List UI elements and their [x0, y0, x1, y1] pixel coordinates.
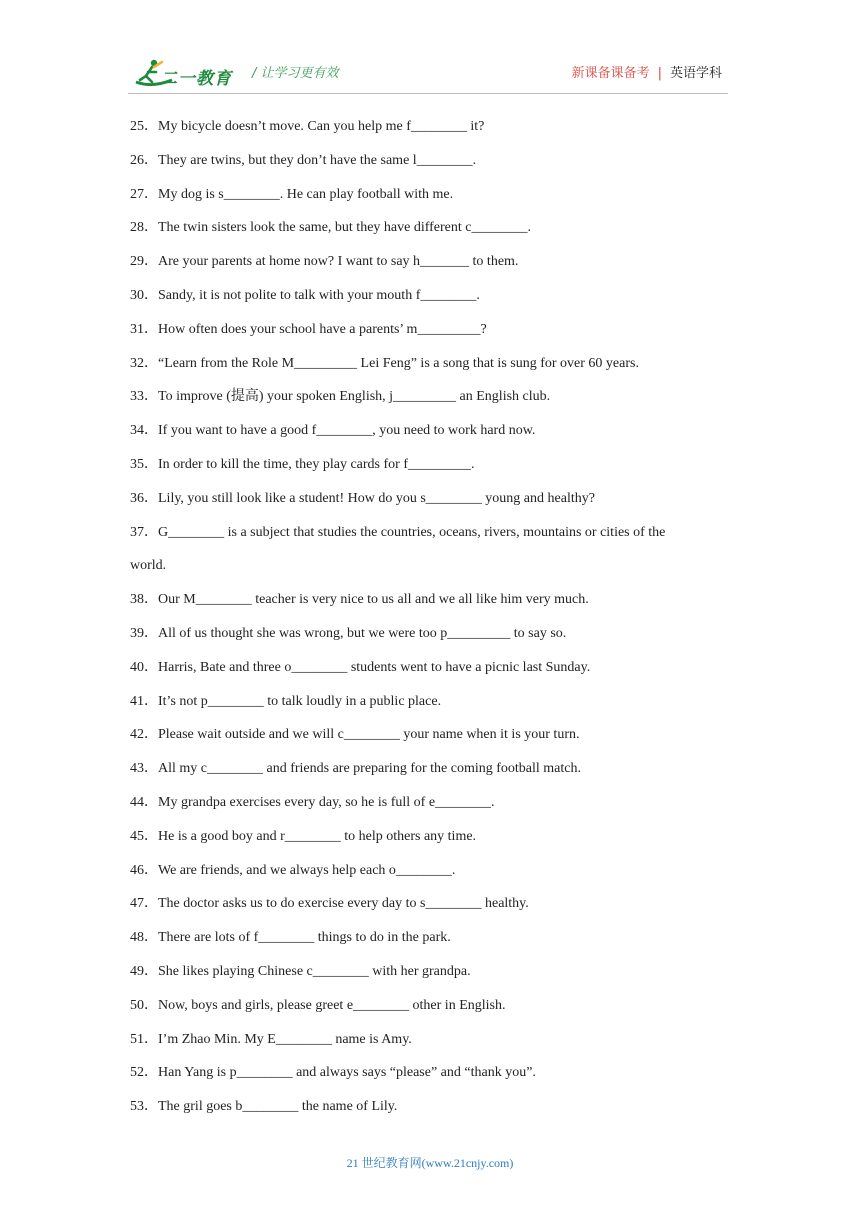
question-item: 29．Are your parents at home now? I want to say h_______ to them.: [130, 254, 519, 270]
question-item: 31．How often does your school have a parents’ m_________?: [130, 321, 487, 337]
question-item: 53．The gril goes b________ the name of Lily.: [130, 1099, 398, 1115]
logo-text: 二一教育: [160, 69, 232, 89]
question-item: 43．All my c________ and friends are preparing for the coming football match.: [130, 761, 581, 777]
question-item: 52．Han Yang is p________ and always says “please” and “thank you”.: [130, 1065, 536, 1081]
question-item: 48．There are lots of f________ things to do in the park.: [130, 930, 451, 946]
question-item: 25．My bicycle doesn’t move. Can you help me f________ it?: [130, 119, 485, 134]
question-item: 46．We are friends, and we always help each o________.: [130, 862, 456, 878]
question-item: 26．They are twins, but they don’t have the same l________.: [130, 152, 477, 168]
header-subject: 英语学科: [669, 66, 722, 81]
question-item: 50．Now, boys and girls, please greet e________ other in English.: [130, 997, 506, 1013]
question-item: 35．In order to kill the time, they play cards for f_________.: [130, 456, 475, 472]
question-item: 51．I’m Zhao Min. My E________ name is Amy.: [130, 1031, 412, 1047]
header-tag-course: 新课备课备考: [571, 66, 650, 81]
question-list: [130, 110, 730, 1124]
question-item-continuation: world.: [130, 558, 167, 574]
header-separator: |: [657, 66, 662, 81]
question-item: 40．Harris, Bate and three o________ students went to have a picnic last Sunday.: [130, 659, 591, 675]
question-item: 34．If you want to have a good f________, you need to work hard now.: [130, 423, 536, 439]
question-item: 33．To improve (提高) your spoken English, j_________ an English club.: [130, 389, 551, 405]
question-item: 39．All of us thought she was wrong, but we were too p_________ to say so.: [130, 625, 567, 641]
slogan: / 让学习更有效: [252, 66, 339, 81]
question-item: 41．It’s not p________ to talk loudly in a public place.: [130, 693, 442, 709]
page-footer: 21 世纪教育网(www.21cnjy.com): [346, 1156, 514, 1170]
question-item: 37．G________ is a subject that studies the countries, oceans, rivers, mountains or cities of the: [130, 524, 666, 540]
question-item: 49．She likes playing Chinese c________ with her grandpa.: [130, 963, 471, 979]
header-right: [572, 62, 722, 81]
question-item: 32．“Learn from the Role M_________ Lei Feng” is a song that is sung for over 60 years.: [130, 355, 639, 371]
page-header: [0, 0, 860, 100]
question-item: 45．He is a good boy and r________ to help others any time.: [130, 828, 477, 844]
question-item: 42．Please wait outside and we will c________ your name when it is your turn.: [130, 727, 580, 743]
header-divider: [128, 93, 728, 94]
question-item: 44．My grandpa exercises every day, so he is full of e________.: [130, 794, 495, 810]
question-item: 38．Our M________ teacher is very nice to us all and we all like him very much.: [130, 592, 589, 608]
question-item: 28．The twin sisters look the same, but they have different c________.: [130, 220, 531, 236]
question-item: 30．Sandy, it is not polite to talk with your mouth f________.: [130, 287, 480, 303]
question-item: 36．Lily, you still look like a student! How do you s________ young and healthy?: [130, 490, 595, 506]
question-item: 47．The doctor asks us to do exercise every day to s________ healthy.: [130, 896, 529, 912]
question-item: 27．My dog is s________. He can play football with me.: [130, 186, 454, 202]
